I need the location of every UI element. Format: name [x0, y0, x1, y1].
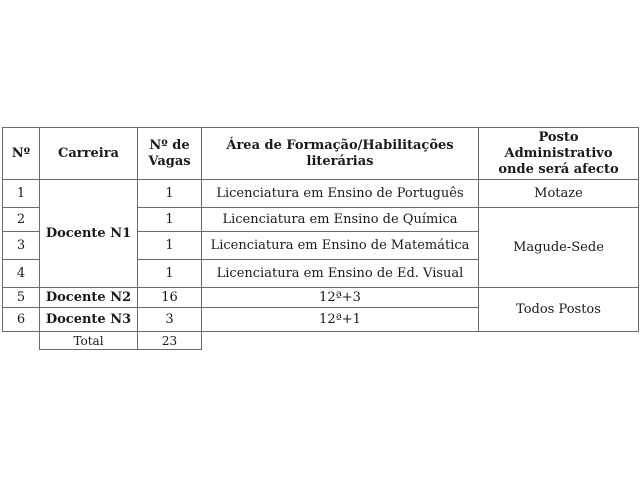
vacancies-cell: 16: [138, 288, 202, 308]
vacancies-cell: 1: [138, 232, 202, 260]
header-number: Nº: [3, 128, 40, 180]
vacancies-cell: 1: [138, 260, 202, 288]
table-row: [3, 288, 639, 308]
training-area-cell: Licenciatura em Ensino de Português: [202, 180, 479, 208]
total-empty: [202, 332, 639, 350]
total-row: [3, 332, 639, 350]
training-area-cell: 12ª+1: [202, 308, 479, 332]
header-vacancies: Nº de Vagas: [138, 128, 202, 180]
total-value: 23: [138, 332, 202, 350]
row-number: 2: [3, 208, 40, 232]
row-number: 1: [3, 180, 40, 208]
vacancies-cell: 3: [138, 308, 202, 332]
header-training-area: Área de Formação/Habilitações literárias: [202, 128, 479, 180]
total-spacer: [3, 332, 40, 350]
header-career: Carreira: [40, 128, 138, 180]
post-todos-postos: Todos Postos: [479, 288, 639, 332]
row-number: 6: [3, 308, 40, 332]
career-cell: Docente N2: [40, 288, 138, 308]
career-docente-n1: Docente N1: [40, 180, 138, 288]
training-area-cell: Licenciatura em Ensino de Química: [202, 208, 479, 232]
post-magude-sede: Magude-Sede: [479, 208, 639, 288]
training-area-cell: 12ª+3: [202, 288, 479, 308]
post-motaze: Motaze: [479, 180, 639, 208]
career-cell: Docente N3: [40, 308, 138, 332]
vacancies-table: [2, 127, 639, 350]
vacancies-cell: 1: [138, 208, 202, 232]
total-label: Total: [40, 332, 138, 350]
header-admin-post: Posto Administrativo onde será afecto: [479, 128, 639, 180]
row-number: 4: [3, 260, 40, 288]
row-number: 3: [3, 232, 40, 260]
training-area-cell: Licenciatura em Ensino de Matemática: [202, 232, 479, 260]
table-row: [3, 180, 639, 208]
row-number: 5: [3, 288, 40, 308]
vacancies-cell: 1: [138, 180, 202, 208]
table-header-row: [3, 128, 639, 180]
training-area-cell: Licenciatura em Ensino de Ed. Visual: [202, 260, 479, 288]
